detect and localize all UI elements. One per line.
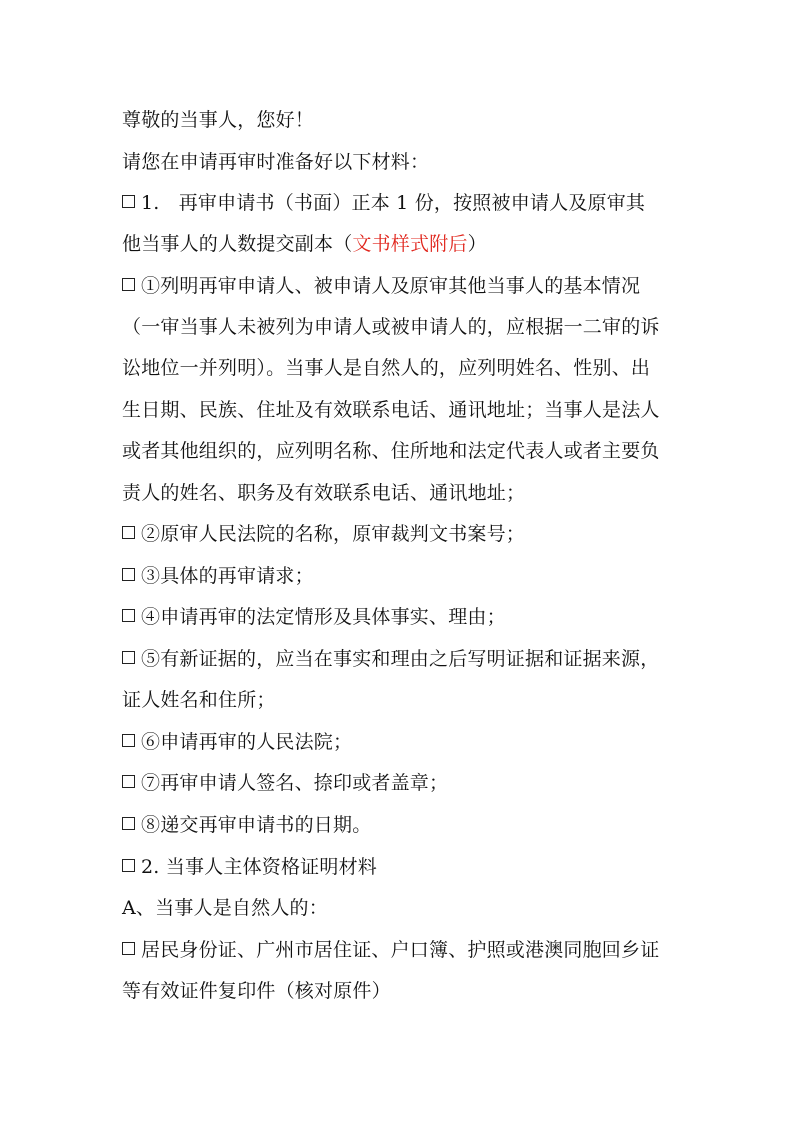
- item-1-text-suffix: ）: [467, 233, 487, 255]
- checkbox[interactable]: [122, 609, 135, 622]
- sub-item-1-line-5: 或者其他组织的，应列明名称、住所地和法定代表人或者主要负: [122, 440, 660, 462]
- sub-item-6: [122, 730, 682, 754]
- item-1-text-prefix: 他当事人的人数提交副本（: [122, 233, 353, 255]
- item-1-continued: [122, 232, 682, 256]
- sub-item-5: [122, 647, 682, 671]
- sub-item-2: [122, 522, 682, 546]
- checkbox[interactable]: [122, 817, 135, 830]
- section-a-heading: A、当事人是自然人的：: [122, 897, 328, 919]
- checkbox[interactable]: [122, 734, 135, 747]
- sub-item-4: [122, 605, 682, 629]
- section-a-item-text: 居民身份证、广州市居住证、户口簿、护照或港澳同胞回乡证: [141, 939, 660, 961]
- sub-item-7-text: ⑦再审申请人签名、捺印或者盖章；: [141, 772, 449, 794]
- intro-text: 请您在申请再审时准备好以下材料：: [122, 151, 430, 173]
- section-a-item: [122, 938, 682, 962]
- sub-item-8: [122, 813, 682, 837]
- checkbox[interactable]: [122, 651, 135, 664]
- checkbox[interactable]: [122, 942, 135, 955]
- sub-item-7: [122, 771, 682, 795]
- item-2: [122, 855, 682, 879]
- template-note: 文书样式附后: [352, 233, 468, 255]
- sub-item-2-text: ②原审人民法院的名称，原审裁判文书案号；: [141, 523, 526, 545]
- sub-item-3-text: ③具体的再审请求；: [141, 565, 314, 587]
- sub-item-1-line-6: 责人的姓名、职务及有效联系电话、通讯地址；: [122, 482, 526, 504]
- checkbox[interactable]: [122, 859, 135, 872]
- sub-item-1: [122, 274, 682, 298]
- item-2-text: 2. 当事人主体资格证明材料: [141, 856, 377, 878]
- sub-item-1-text: ①列明再审申请人、被申请人及原审其他当事人的基本情况: [141, 275, 641, 297]
- section-a-item-line-2: 等有效证件复印件（核对原件）: [122, 980, 391, 1002]
- checkbox[interactable]: [122, 278, 135, 291]
- checkbox[interactable]: [122, 775, 135, 788]
- checkbox[interactable]: [122, 568, 135, 581]
- checkbox[interactable]: [122, 526, 135, 539]
- sub-item-8-text: ⑧递交再审申请书的日期。: [141, 814, 372, 836]
- sub-item-1-line-2: （一审当事人未被列为申请人或被申请人的，应根据一二审的诉: [122, 316, 660, 338]
- sub-item-3: [122, 564, 682, 588]
- sub-item-1-line-4: 生日期、民族、住址及有效联系电话、通讯地址；当事人是法人: [122, 399, 660, 421]
- item-1: [122, 191, 682, 215]
- sub-item-6-text: ⑥申请再审的人民法院；: [141, 731, 353, 753]
- greeting: 尊敬的当事人，您好！: [122, 109, 315, 131]
- sub-item-5-text: ⑤有新证据的，应当在事实和理由之后写明证据和证据来源，: [141, 648, 660, 670]
- sub-item-5-line-2: 证人姓名和住所；: [122, 689, 276, 711]
- sub-item-4-text: ④申请再审的法定情形及具体事实、理由；: [141, 606, 506, 628]
- sub-item-1-line-3: 讼地位一并列明）。当事人是自然人的，应列明姓名、性别、出: [122, 357, 651, 379]
- checkbox[interactable]: [122, 195, 135, 208]
- item-1-text: 1. 再审申请书（书面）正本 1 份，按照被申请人及原审其: [141, 192, 646, 214]
